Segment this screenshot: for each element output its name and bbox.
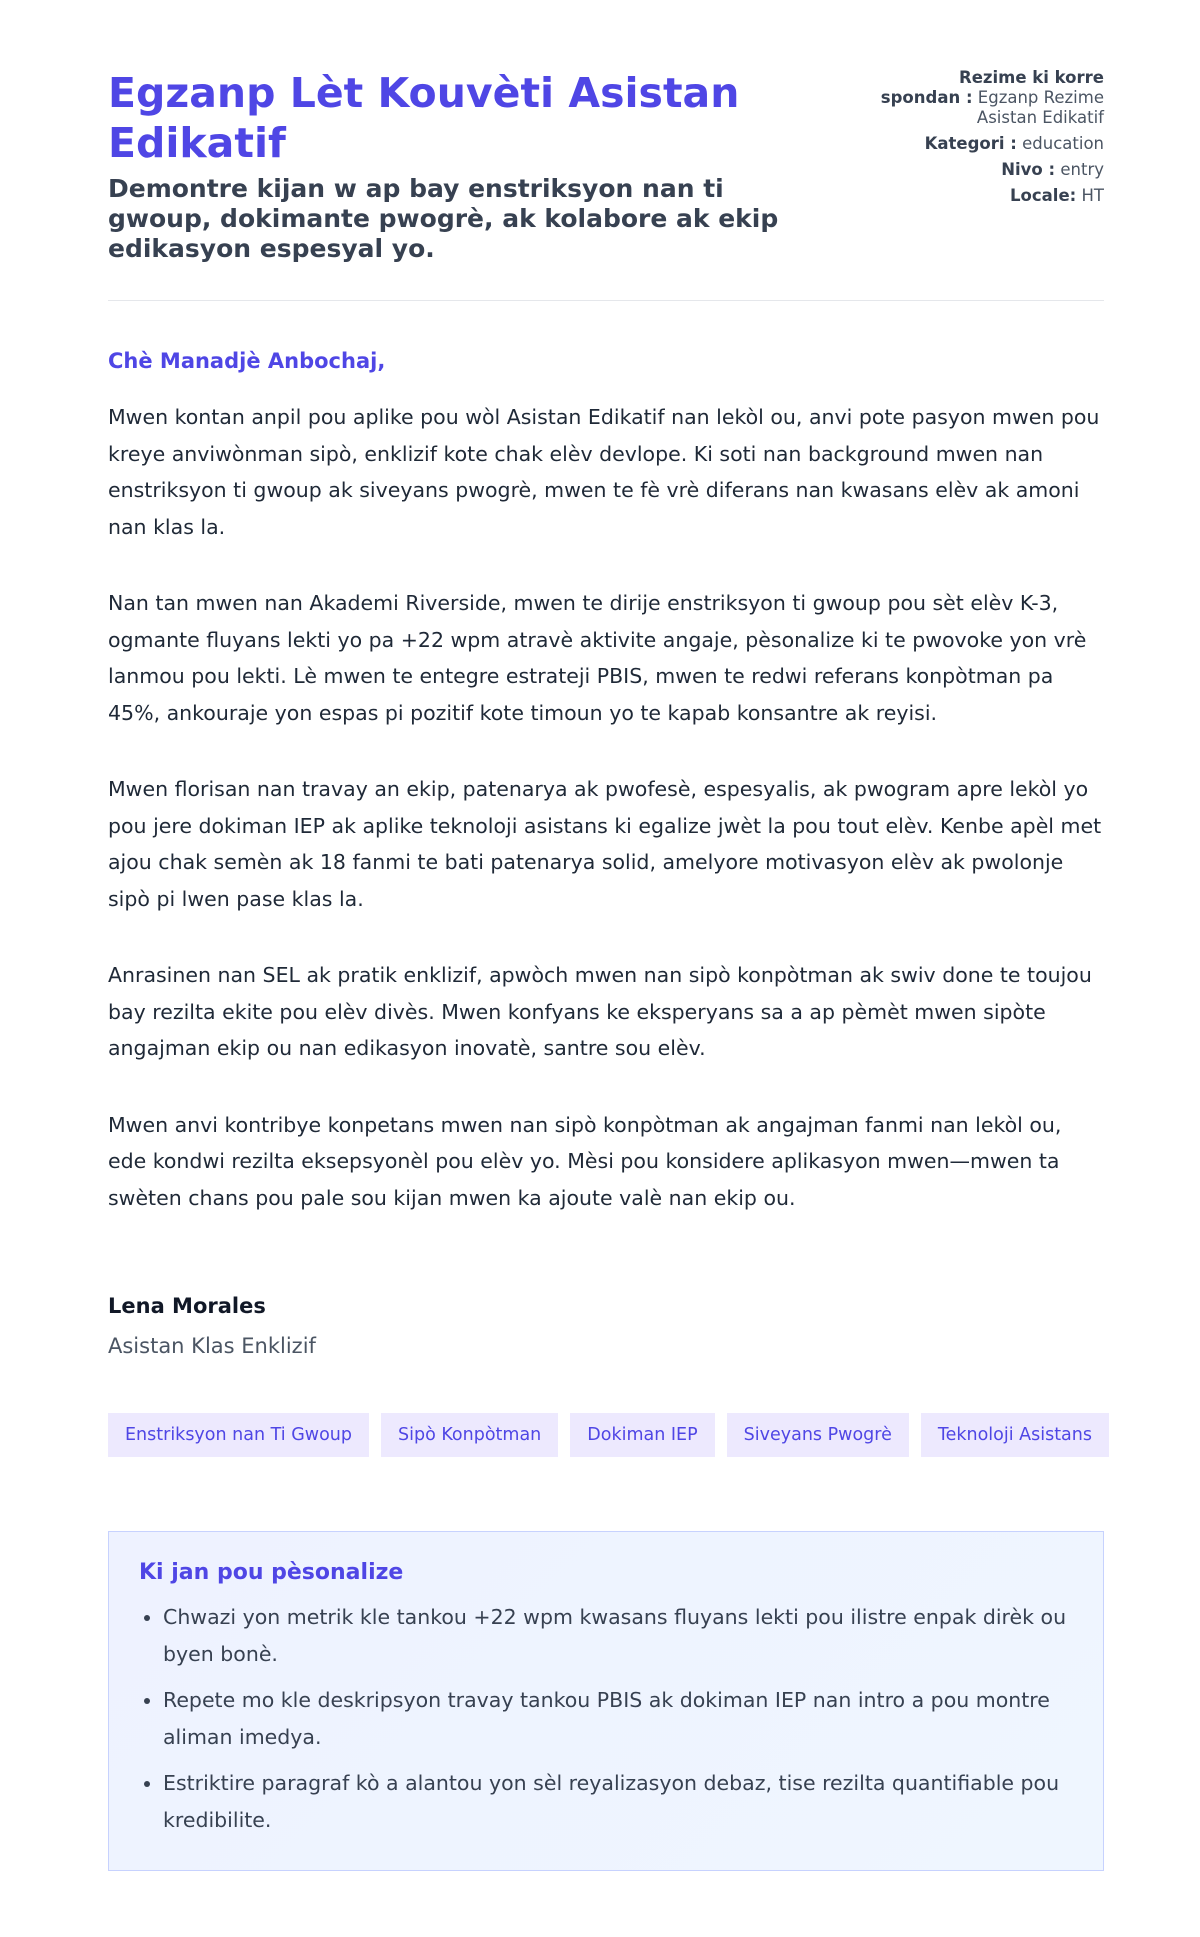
page-title: Egzanp Lèt Kouvèti Asistan Edikatif bbox=[108, 69, 740, 167]
meta-locale-value: HT bbox=[1081, 186, 1104, 205]
page-header bbox=[108, 64, 1104, 264]
tip-item: • Repete mo kle deskripsyon travay tankou PBIS ak dokiman IEP nan intro a pou montre aliman imedya. bbox=[163, 1682, 1073, 1755]
signature-role: Asistan Klas Enklizif bbox=[108, 1334, 316, 1358]
meta-level bbox=[874, 160, 1104, 180]
meta-summary-value: Egzanp Rezime Asistan Edikatif bbox=[976, 88, 1104, 127]
skill-tags bbox=[108, 1413, 1104, 1457]
skill-tag: Teknoloji Asistans bbox=[921, 1413, 1109, 1457]
meta-summary bbox=[874, 68, 1104, 128]
letter-paragraph: Mwen anvi kontribye konpetans mwen nan sipò konpòtman ak angajman fanmi nan lekòl ou, ede kondwi rezilta eksepsyonèl pou elèv yo. Mèsi pou konsidere aplikasyon mwen—mwen ta swèten chans pou pale sou kijan mwen ka ajoute valè nan ekip ou. bbox=[108, 1112, 1062, 1210]
skill-tag: Dokiman IEP bbox=[570, 1413, 714, 1457]
header-divider bbox=[108, 300, 1104, 301]
salutation: Chè Manadjè Anbochaj, bbox=[108, 349, 386, 373]
meta-level-value: entry bbox=[1060, 160, 1104, 179]
letter-paragraph: Mwen kontan anpil pou aplike pou wòl Asistan Edikatif nan lekòl ou, anvi pote pasyon mwen pou kreye anviwònman sipò, enklizif kote chak elèv devlope. Ki soti nan background mwen nan enstriksyon ti gwoup ak siveyans pwogrè, mwen te fè vrè diferans nan kwasans elèv ak amoni nan klas la. bbox=[108, 405, 1100, 539]
tips-list bbox=[139, 1599, 1073, 1838]
letter-paragraph: Anrasinen nan SEL ak pratik enklizif, apwòch mwen nan sipò konpòtman ak swiv done te toujou bay rezilta ekite pou elèv divès. Mwen konfyans ke eksperyans sa a ap pèmèt mwen sipòte angajman ekip ou nan edikasyon inovatè, santre sou elèv. bbox=[108, 963, 1092, 1060]
meta-category bbox=[874, 134, 1104, 154]
letter-paragraph: Nan tan mwen nan Akademi Riverside, mwen te dirije enstriksyon ti gwoup pou sèt elèv K-3, ogmante fluyans lekti yo pa +22 wpm atravè aktivite angaje, pèsonalize ki te pwovoke yon vrè lanmou pou lekti. Lè mwen te entegre estrateji PBIS, mwen te redwi referans konpòtman pa 45%, ankouraje yon espas pi pozitif kote timoun yo te kapab konsantre ak reyisi. bbox=[108, 591, 1087, 725]
letter-body bbox=[108, 399, 1104, 1216]
meta-level-label: Nivo : bbox=[1001, 160, 1056, 179]
skill-tag: Enstriksyon nan Ti Gwoup bbox=[108, 1413, 369, 1457]
signature-name: Lena Morales bbox=[108, 1294, 266, 1318]
tips-title: Ki jan pou pèsonalize bbox=[139, 1560, 404, 1585]
meta-summary-label: Rezime ki korre spondan : bbox=[880, 68, 1104, 107]
customization-tips-box bbox=[108, 1531, 1104, 1871]
tip-item: • Estriktire paragraf kò a alantou yon sèl reyalizasyon debaz, tise rezilta quantifiable pou kredibilite. bbox=[163, 1765, 1073, 1838]
title-block bbox=[108, 64, 828, 264]
meta-panel bbox=[874, 64, 1104, 212]
meta-category-value: education bbox=[1022, 134, 1104, 153]
meta-category-label: Kategori : bbox=[924, 134, 1017, 153]
page-subtitle: Demontre kijan w ap bay enstriksyon nan ti gwoup, dokimante pwogrè, ak kolabore ak ekip edikasyon espesyal yo. bbox=[108, 174, 779, 263]
skill-tag: Sipò Konpòtman bbox=[381, 1413, 558, 1457]
skill-tag: Siveyans Pwogrè bbox=[727, 1413, 909, 1457]
meta-locale bbox=[874, 186, 1104, 206]
letter-paragraph: Mwen florisan nan travay an ekip, patenarya ak pwofesè, espesyalis, ak pwogram apre lekòl yo pou jere dokiman IEP ak aplike teknoloji asistans ki egalize jwèt la pou tout elèv. Kenbe apèl met ajou chak semèn ak 18 fanmi te bati patenarya solid, amelyore motivasyon elèv ak pwolonje sipò pi lwen pase klas la. bbox=[108, 777, 1102, 911]
meta-locale-label: Locale: bbox=[1010, 186, 1077, 205]
cover-letter-page bbox=[108, 64, 1104, 1871]
tip-item: • Chwazi yon metrik kle tankou +22 wpm kwasans fluyans lekti pou ilistre enpak dirèk ou byen bonè. bbox=[163, 1599, 1073, 1672]
